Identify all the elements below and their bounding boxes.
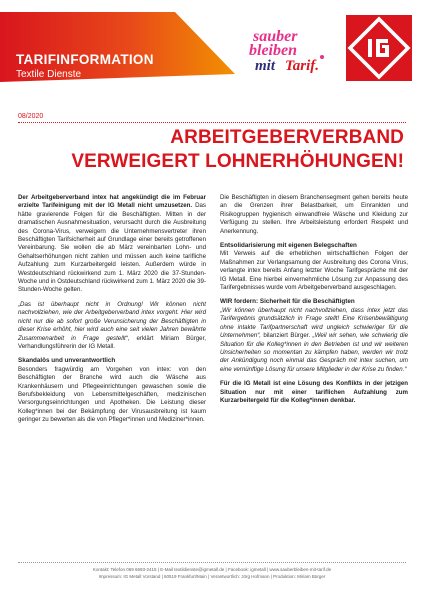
campaign-logo: sauber bleiben mit Tarif. bbox=[249, 28, 320, 74]
headline bbox=[71, 126, 404, 174]
headline-line-1: ARBEITGEBERVERBAND bbox=[170, 127, 404, 148]
section-heading: WIR fordern: Sicherheit für die Beschäftigten bbox=[220, 298, 355, 306]
quote-paragraph: „Wir können überhaupt nicht nachvollziehen, dass intex jetzt das Tarifergebnis grundsätzlich in Frage stellt! Eine Krisenbewältigung ohne intakte Tarifpartnerschaft wird ungleich schwieriger für die Unternehmen“, bilanziert Bürger. „Weil wir sehen, wie schwierig die Situation für die Kolleg*innen in den Betrieben ist und wir weiteren Unsicherheiten so momentan zu kämpfen haben, werden wir trotz der Ankündigung noch einmal das Gespräch mit intex suchen, um eine vernünftige Lösung für unsere Mitglieder in der Krise zu finden.“ bbox=[220, 306, 408, 373]
footer-imprint: Impressum: IG Metall Vorstand | 60519 Frankfurt/Main | Verantwortlich: Jörg Hofmann | Produktion: Miriam Bürger bbox=[98, 574, 326, 579]
footer bbox=[18, 566, 406, 580]
body-paragraph: Die Beschäftigten in diesem Branchensegment gehen bereits heute an die Grenzen ihrer Belastbarkeit, um Einrankten und Risikogruppen hygienisch einwandfreie Wäsche und Kleidung zur Verfügung zu stellen. Ihre Arbeitsleistung erfordert Respekt und Anerkennung. bbox=[220, 194, 408, 235]
right-column bbox=[220, 194, 408, 411]
header-banner bbox=[0, 12, 235, 82]
body-paragraph: Mit Verweis auf die erheblichen wirtschaftlichen Folgen der Maßnahmen zur Verlangsamung der Ausbreitung des Corona Virus, verlangte intex bereits Anfang letzter Woche Tarifgespräche mit der IG Metall. Eine hierbei einvernehmliche Lösung zur Anpassung des Tarifergebnisses wurde vom Arbeitgeberverband ausgeschlagen. bbox=[220, 250, 408, 292]
closing-statement: Für die IG Metall ist eine Lösung des Konflikts in der jetzigen Situation nur mit einer tariflichen Aufzahlung zum Kurzarbeitergeld für die Kolleg*innen denkbar. bbox=[220, 380, 408, 404]
ig-metall-logo bbox=[346, 15, 412, 81]
body-paragraph: Besonders fragwürdig am Vorgehen von intex: von den Beschäftigten der Branche wird auch die Wäsche aus Krankenhäusern und Pflegeeinrichtungen gewaschen sowie die Berufsbekleidung von Lebensmittelgeschäften, medizinischen Versorgungseinrichtungen und Apotheken. Die Leistung dieser Kolleg*innen bei der Bekämpfung der Virusausbreitung ist kaum geringer zu bewerten als die von Pfleger*innen und Mediziner*innen. bbox=[18, 365, 206, 424]
section-heading: Entsolidarisierung mit eigenen Belegschaften bbox=[220, 242, 357, 250]
intro-paragraph: Der Arbeitgeberverband intex hat angekündigt die im Februar erzielte Tarifeinigung mit der IG Metall nicht umzusetzen. Das hätte gravierende Folgen für die Beschäftigten. Mitten in der dramatischen Ausnahmesituation, verursacht durch die Ausbreitung des Corona-Virus, verweigern die Unternehmensvertreter ihren Beschäftigten Tarifsicherheit auf Grundlage einer bereits getroffenen Vereinbarung. Sie wollen die ab März vereinbarten Lohn- und Gehaltserhöhungen nicht zahlen und müssen auch keine tarifliche Aufzahlung zum Kurzarbeitergeld leisten. Außerdem würde in Westdeutschland rückwirkend zum 1. März 2020 die 37-Stunden-Woche und in Ostdeutschland rückwirkend zum 1. März 2020 die 39-Stunden-Woche gelten. bbox=[18, 194, 206, 294]
document-type-title: TARIFINFORMATION bbox=[16, 52, 154, 67]
sector-subtitle: Textile Dienste bbox=[16, 69, 82, 80]
ig-metall-logo-icon bbox=[346, 15, 412, 81]
issue-number: 08/2020 bbox=[18, 113, 44, 120]
section-heading: Skandalös und unverantwortlich bbox=[18, 357, 116, 365]
divider bbox=[18, 122, 406, 123]
footer-contact: Kontakt: Telefon 069 6693-2415 | E-Mail textildienste@igmetall.de | Facebook: igmetall | www.sauberbleiben-mit-tarif.de bbox=[92, 567, 332, 572]
left-column bbox=[18, 194, 206, 431]
quote-paragraph: „Das ist überhaupt nicht in Ordnung! Wir können nicht nachvollziehen, wie der Arbeitgeberverband intex vorgeht. Hier wird nicht nur die ab sofort große Verunsicherung der Beschäftigten in dieser Krise erhöht, hier wird auch eine seit vielen Jahren bewährte Zusammenarbeit in Frage gestellt“, erklärt Miriam Bürger, Verhandlungsführerin der IG Metall. bbox=[18, 300, 206, 350]
headline-line-2: VERWEIGERT LOHNERHÖHUNGEN! bbox=[71, 151, 404, 172]
footer-divider bbox=[18, 562, 406, 563]
